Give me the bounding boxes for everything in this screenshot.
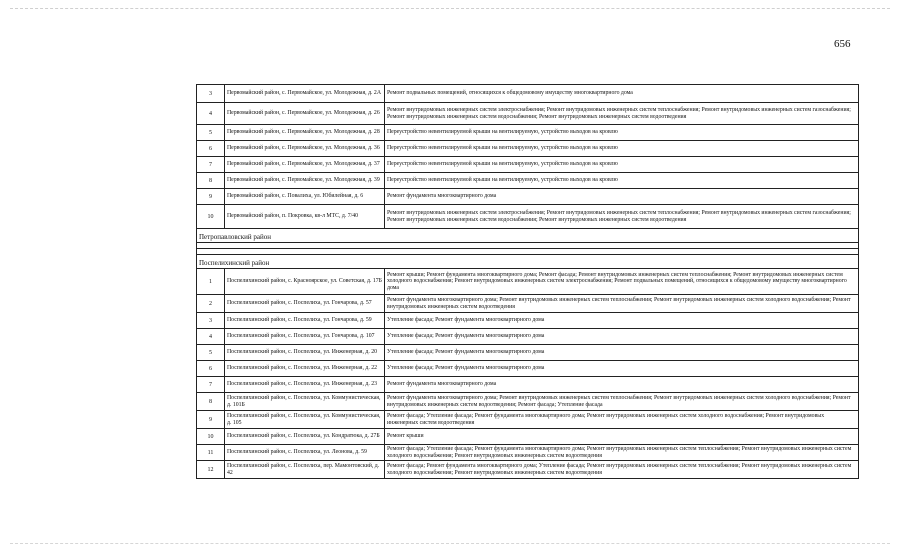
row-number: 10 (197, 429, 225, 445)
table-row (197, 205, 859, 229)
row-work-types: Ремонт фасада; Ремонт фундамента многоквартирного дома; Утепление фасада; Ремонт внутридомовых инженерных систем теплоснабжения; Ремонт внутридомовых инженерных систем холодного водоснабжения; Ремонт внутридомовых инженерных систем водоотведения (385, 461, 859, 479)
row-address: Поспелихинский район, с. Поспелиха, ул. Леонова, д. 59 (225, 445, 385, 461)
row-address: Первомайский район, с. Первомайское, ул. Молодежная, д. 26 (225, 103, 385, 125)
row-number: 5 (197, 125, 225, 141)
row-work-types: Ремонт подвальных помещений, относящихся к общедомовому имуществу многоквартирного дома (385, 85, 859, 103)
row-work-types: Ремонт крыши (385, 429, 859, 445)
table-row (197, 173, 859, 189)
row-address: Поспелихинский район, с. Красноярское, ул. Советская, д. 17Б (225, 269, 385, 295)
table-row (197, 141, 859, 157)
row-work-types: Ремонт внутридомовых инженерных систем электроснабжения; Ремонт внутридомовых инженерных систем теплоснабжения; Ремонт внутридомовых инженерных систем газоснабжения; Ремонт внутридомовых инженерных систем водоснабжения; Ремонт внутридомовых инженерных систем водоотведения (385, 205, 859, 229)
row-work-types: Ремонт фасада; Утепление фасада; Ремонт фундамента многоквартирного дома; Ремонт внутридомовых инженерных систем холодного водоснабжения; Ремонт внутридомовых инженерных систем водоотведения (385, 411, 859, 429)
row-number: 3 (197, 85, 225, 103)
section-title-petropavlovsky: Петропавловский район (197, 229, 859, 243)
table-row (197, 313, 859, 329)
section-title-pospelikhinsky: Поспелихинский район (197, 255, 859, 269)
table-row (197, 157, 859, 173)
scan-edge-top (10, 8, 890, 9)
row-number: 2 (197, 295, 225, 313)
row-number: 10 (197, 205, 225, 229)
table-section-petropavlovsky (197, 229, 859, 269)
row-address: Первомайский район, с. Первомайское, ул. Молодежная, д. 37 (225, 157, 385, 173)
table-row (197, 329, 859, 345)
table-row (197, 393, 859, 411)
table-row (197, 445, 859, 461)
row-address: Поспелихинский район, с. Поспелиха, пер. Мамонтовский, д. 42 (225, 461, 385, 479)
row-work-types: Ремонт внутридомовых инженерных систем электроснабжения; Ремонт внутридомовых инженерных систем теплоснабжения; Ремонт внутридомовых инженерных систем газоснабжения; Ремонт внутридомовых инженерных систем водоснабжения; Ремонт внутридомовых инженерных систем водоотведения (385, 103, 859, 125)
row-number: 9 (197, 411, 225, 429)
row-number: 3 (197, 313, 225, 329)
row-address: Поспелихинский район, с. Поспелиха, ул. Гончарова, д. 59 (225, 313, 385, 329)
table-row (197, 461, 859, 479)
table-row (197, 269, 859, 295)
row-work-types: Переустройство невентилируемой крыши на вентилируемую, устройство выходов на кровлю (385, 141, 859, 157)
table-row (197, 411, 859, 429)
table-row (197, 103, 859, 125)
row-work-types: Утепление фасада; Ремонт фундамента многоквартирного дома (385, 329, 859, 345)
table-row (197, 85, 859, 103)
row-address: Первомайский район, с. Первомайское, ул. Молодежная, д. 36 (225, 141, 385, 157)
row-work-types: Ремонт фасада; Утепление фасада; Ремонт фундамента многоквартирного дома; Ремонт внутридомовых инженерных систем теплоснабжения; Ремонт внутридомовых инженерных систем холодного водоснабжения; Ремонт внутридомовых инженерных систем водоотведения (385, 445, 859, 461)
row-number: 11 (197, 445, 225, 461)
row-address: Поспелихинский район, с. Поспелиха, ул. Кондратюка, д. 27Б (225, 429, 385, 445)
row-address: Поспелихинский район, с. Поспелиха, ул. Гончарова, д. 57 (225, 295, 385, 313)
table-body-pospelikhinsky (197, 269, 859, 479)
row-work-types: Утепление фасада; Ремонт фундамента многоквартирного дома (385, 345, 859, 361)
row-address: Первомайский район, с. Первомайское, ул. Молодежная, д. 28 (225, 125, 385, 141)
row-address: Поспелихинский район, с. Поспелиха, ул. Инженерная, д. 23 (225, 377, 385, 393)
table-row (197, 377, 859, 393)
table-row (197, 361, 859, 377)
row-work-types: Переустройство невентилируемой крыши на вентилируемую, устройство выходов на кровлю (385, 157, 859, 173)
row-number: 8 (197, 173, 225, 189)
table-row (197, 295, 859, 313)
row-number: 1 (197, 269, 225, 295)
row-address: Первомайский район, с. Первомайское, ул. Молодежная, д. 39 (225, 173, 385, 189)
section-row (197, 255, 859, 269)
row-number: 4 (197, 103, 225, 125)
row-address: Поспелихинский район, с. Поспелиха, ул. Инженерная, д. 20 (225, 345, 385, 361)
row-address: Первомайский район, п. Покровка, кв-л МТС, д. 7/40 (225, 205, 385, 229)
repair-program-table (196, 84, 859, 479)
scan-edge-bottom (10, 543, 890, 544)
row-work-types: Утепление фасада; Ремонт фундамента многоквартирного дома (385, 313, 859, 329)
row-number: 6 (197, 141, 225, 157)
row-address: Первомайский район, с. Повалиха, ул. Юбилейная, д. 6 (225, 189, 385, 205)
row-number: 7 (197, 157, 225, 173)
row-number: 9 (197, 189, 225, 205)
row-address: Поспелихинский район, с. Поспелиха, ул. Гончарова, д. 107 (225, 329, 385, 345)
row-work-types: Переустройство невентилируемой крыши на вентилируемую, устройство выходов на кровлю (385, 125, 859, 141)
page-number: 656 (834, 38, 851, 50)
row-work-types: Ремонт фундамента многоквартирного дома (385, 377, 859, 393)
row-number: 6 (197, 361, 225, 377)
row-work-types: Переустройство невентилируемой крыши на вентилируемую, устройство выходов на кровлю (385, 173, 859, 189)
row-work-types: Утепление фасада; Ремонт фундамента многоквартирного дома (385, 361, 859, 377)
table-body-pervomaisky (197, 85, 859, 229)
row-number: 8 (197, 393, 225, 411)
table-row (197, 345, 859, 361)
table-row (197, 429, 859, 445)
row-work-types: Ремонт фундамента многоквартирного дома (385, 189, 859, 205)
row-number: 12 (197, 461, 225, 479)
table-row (197, 189, 859, 205)
row-address: Поспелихинский район, с. Поспелиха, ул. Инженерная, д. 22 (225, 361, 385, 377)
row-address: Поспелихинский район, с. Поспелиха, ул. Коммунистическая, д. 101Б (225, 393, 385, 411)
row-address: Первомайский район, с. Первомайское, ул. Молодежная, д. 2А (225, 85, 385, 103)
section-row (197, 229, 859, 243)
row-number: 5 (197, 345, 225, 361)
row-work-types: Ремонт фундамента многоквартирного дома; Ремонт внутридомовых инженерных систем теплоснабжения; Ремонт внутридомовых инженерных систем холодного водоснабжения; Ремонт внутридомовых инженерных систем водоотведения; Ремонт фасада; Утепление фасада (385, 393, 859, 411)
row-number: 4 (197, 329, 225, 345)
row-work-types: Ремонт крыши; Ремонт фундамента многоквартирного дома; Ремонт фасада; Ремонт внутридомовых инженерных систем теплоснабжения; Ремонт внутридомовых инженерных систем холодного водоснабжения; Ремонт внутридомовых инженерных систем электроснабжения; Ремонт подвальных помещений, относящихся к общедомовому имуществу многоквартирного дома (385, 269, 859, 295)
row-number: 7 (197, 377, 225, 393)
row-address: Поспелихинский район, с. Поспелиха, ул. Коммунистическая, д. 105 (225, 411, 385, 429)
row-work-types: Ремонт фундамента многоквартирного дома; Ремонт внутридомовых инженерных систем теплоснабжения; Ремонт внутридомовых инженерных систем холодного водоснабжения; Ремонт внутридомовых инженерных систем водоотведения (385, 295, 859, 313)
table-row (197, 125, 859, 141)
